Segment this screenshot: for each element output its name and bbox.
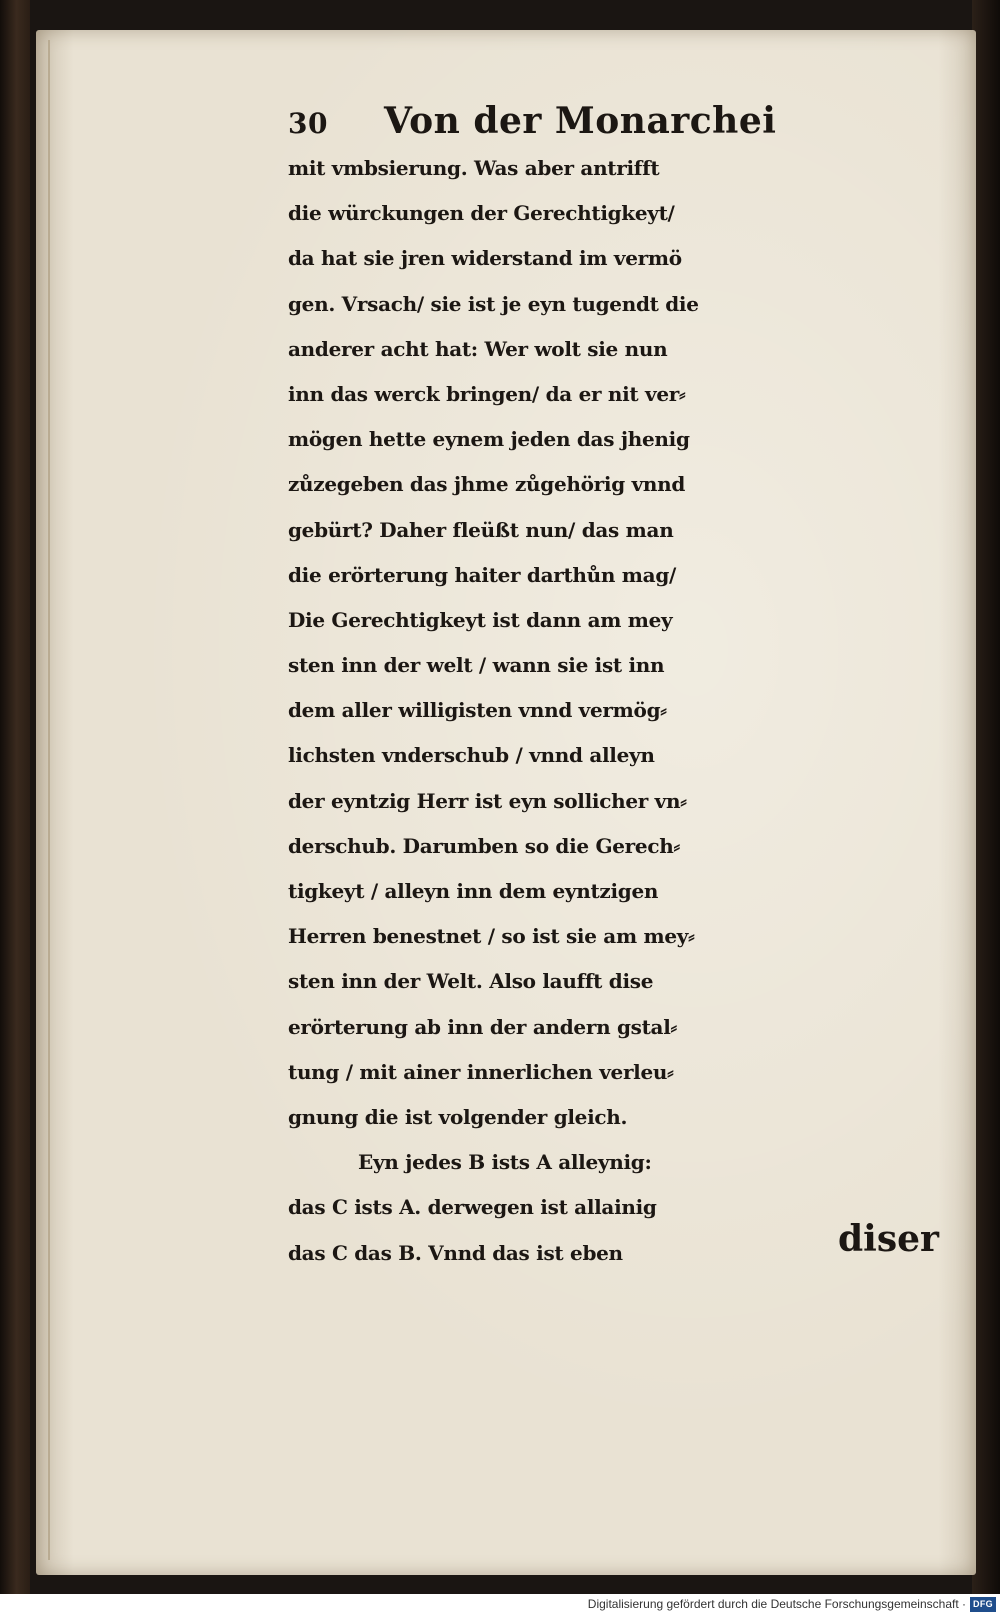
text-line: das C ists A. derwegen ist allainig [288, 1195, 657, 1220]
text-line: erörterung ab inn der andern gstal⸗ [288, 1014, 677, 1039]
text-line: zůzegeben das jhme zůgehörig vnnd [288, 472, 686, 497]
text-line: gebürt? Daher fleüßt nun/ das man [288, 517, 674, 542]
text-line: da hat sie jren widerstand im vermö [288, 246, 682, 271]
text-line: gen. Vrsach/ sie ist je eyn tugendt die [288, 291, 699, 316]
footer-credit: Digitalisierung gefördert durch die Deutsche Forschungsgemeinschaft · [587, 1597, 966, 1611]
text-line: mit vmbsierung. Was aber antrifft [288, 156, 660, 180]
text-line: Die Gerechtigkeyt ist dann am mey [288, 607, 673, 632]
text-line: lichsten vnderschub / vnnd alleyn [288, 743, 655, 768]
book-cover-edge [0, 0, 30, 1594]
text-line: der eyntzig Herr ist eyn sollicher vn⸗ [288, 788, 687, 813]
page-gutter-line [48, 40, 50, 1560]
page-header [288, 100, 948, 146]
digitization-footer [0, 1594, 1000, 1616]
page-number: 30 [288, 107, 328, 140]
book-fore-edge [972, 0, 1000, 1594]
text-line: das C das B. Vnnd das ist eben [288, 1240, 623, 1265]
text-line: anderer acht hat: Wer wolt sie nun [288, 336, 668, 361]
text-line: sten inn der Welt. Also laufft dise [288, 969, 654, 994]
text-line: Herren benestnet / so ist sie am mey⸗ [288, 924, 695, 949]
text-line: tigkeyt / alleyn inn dem eyntzigen [288, 879, 659, 903]
dfg-logo-icon: DFG [970, 1597, 996, 1612]
text-line: dem aller willigisten vnnd vermög⸗ [288, 698, 667, 723]
text-line: Eyn jedes B ists A alleynig: [358, 1150, 652, 1175]
text-line: tung / mit ainer innerlichen verleu⸗ [288, 1059, 674, 1084]
text-line: derschub. Darumben so die Gerech⸗ [288, 833, 680, 858]
text-line: mögen hette eynem jeden das jhenig [288, 427, 690, 452]
catchword: diser [838, 1218, 939, 1260]
text-line: inn das werck bringen/ da er nit ver⸗ [288, 381, 686, 406]
text-line: sten inn der welt / wann sie ist inn [288, 653, 665, 678]
text-line: die würckungen der Gerechtigkeyt/ [288, 201, 675, 226]
running-head: Von der Monarchei [384, 100, 777, 142]
text-line: gnung die ist volgender gleich. [288, 1104, 628, 1129]
page-text-block [288, 100, 948, 1276]
text-line: die erörterung haiter darthůn mag/ [288, 562, 677, 587]
